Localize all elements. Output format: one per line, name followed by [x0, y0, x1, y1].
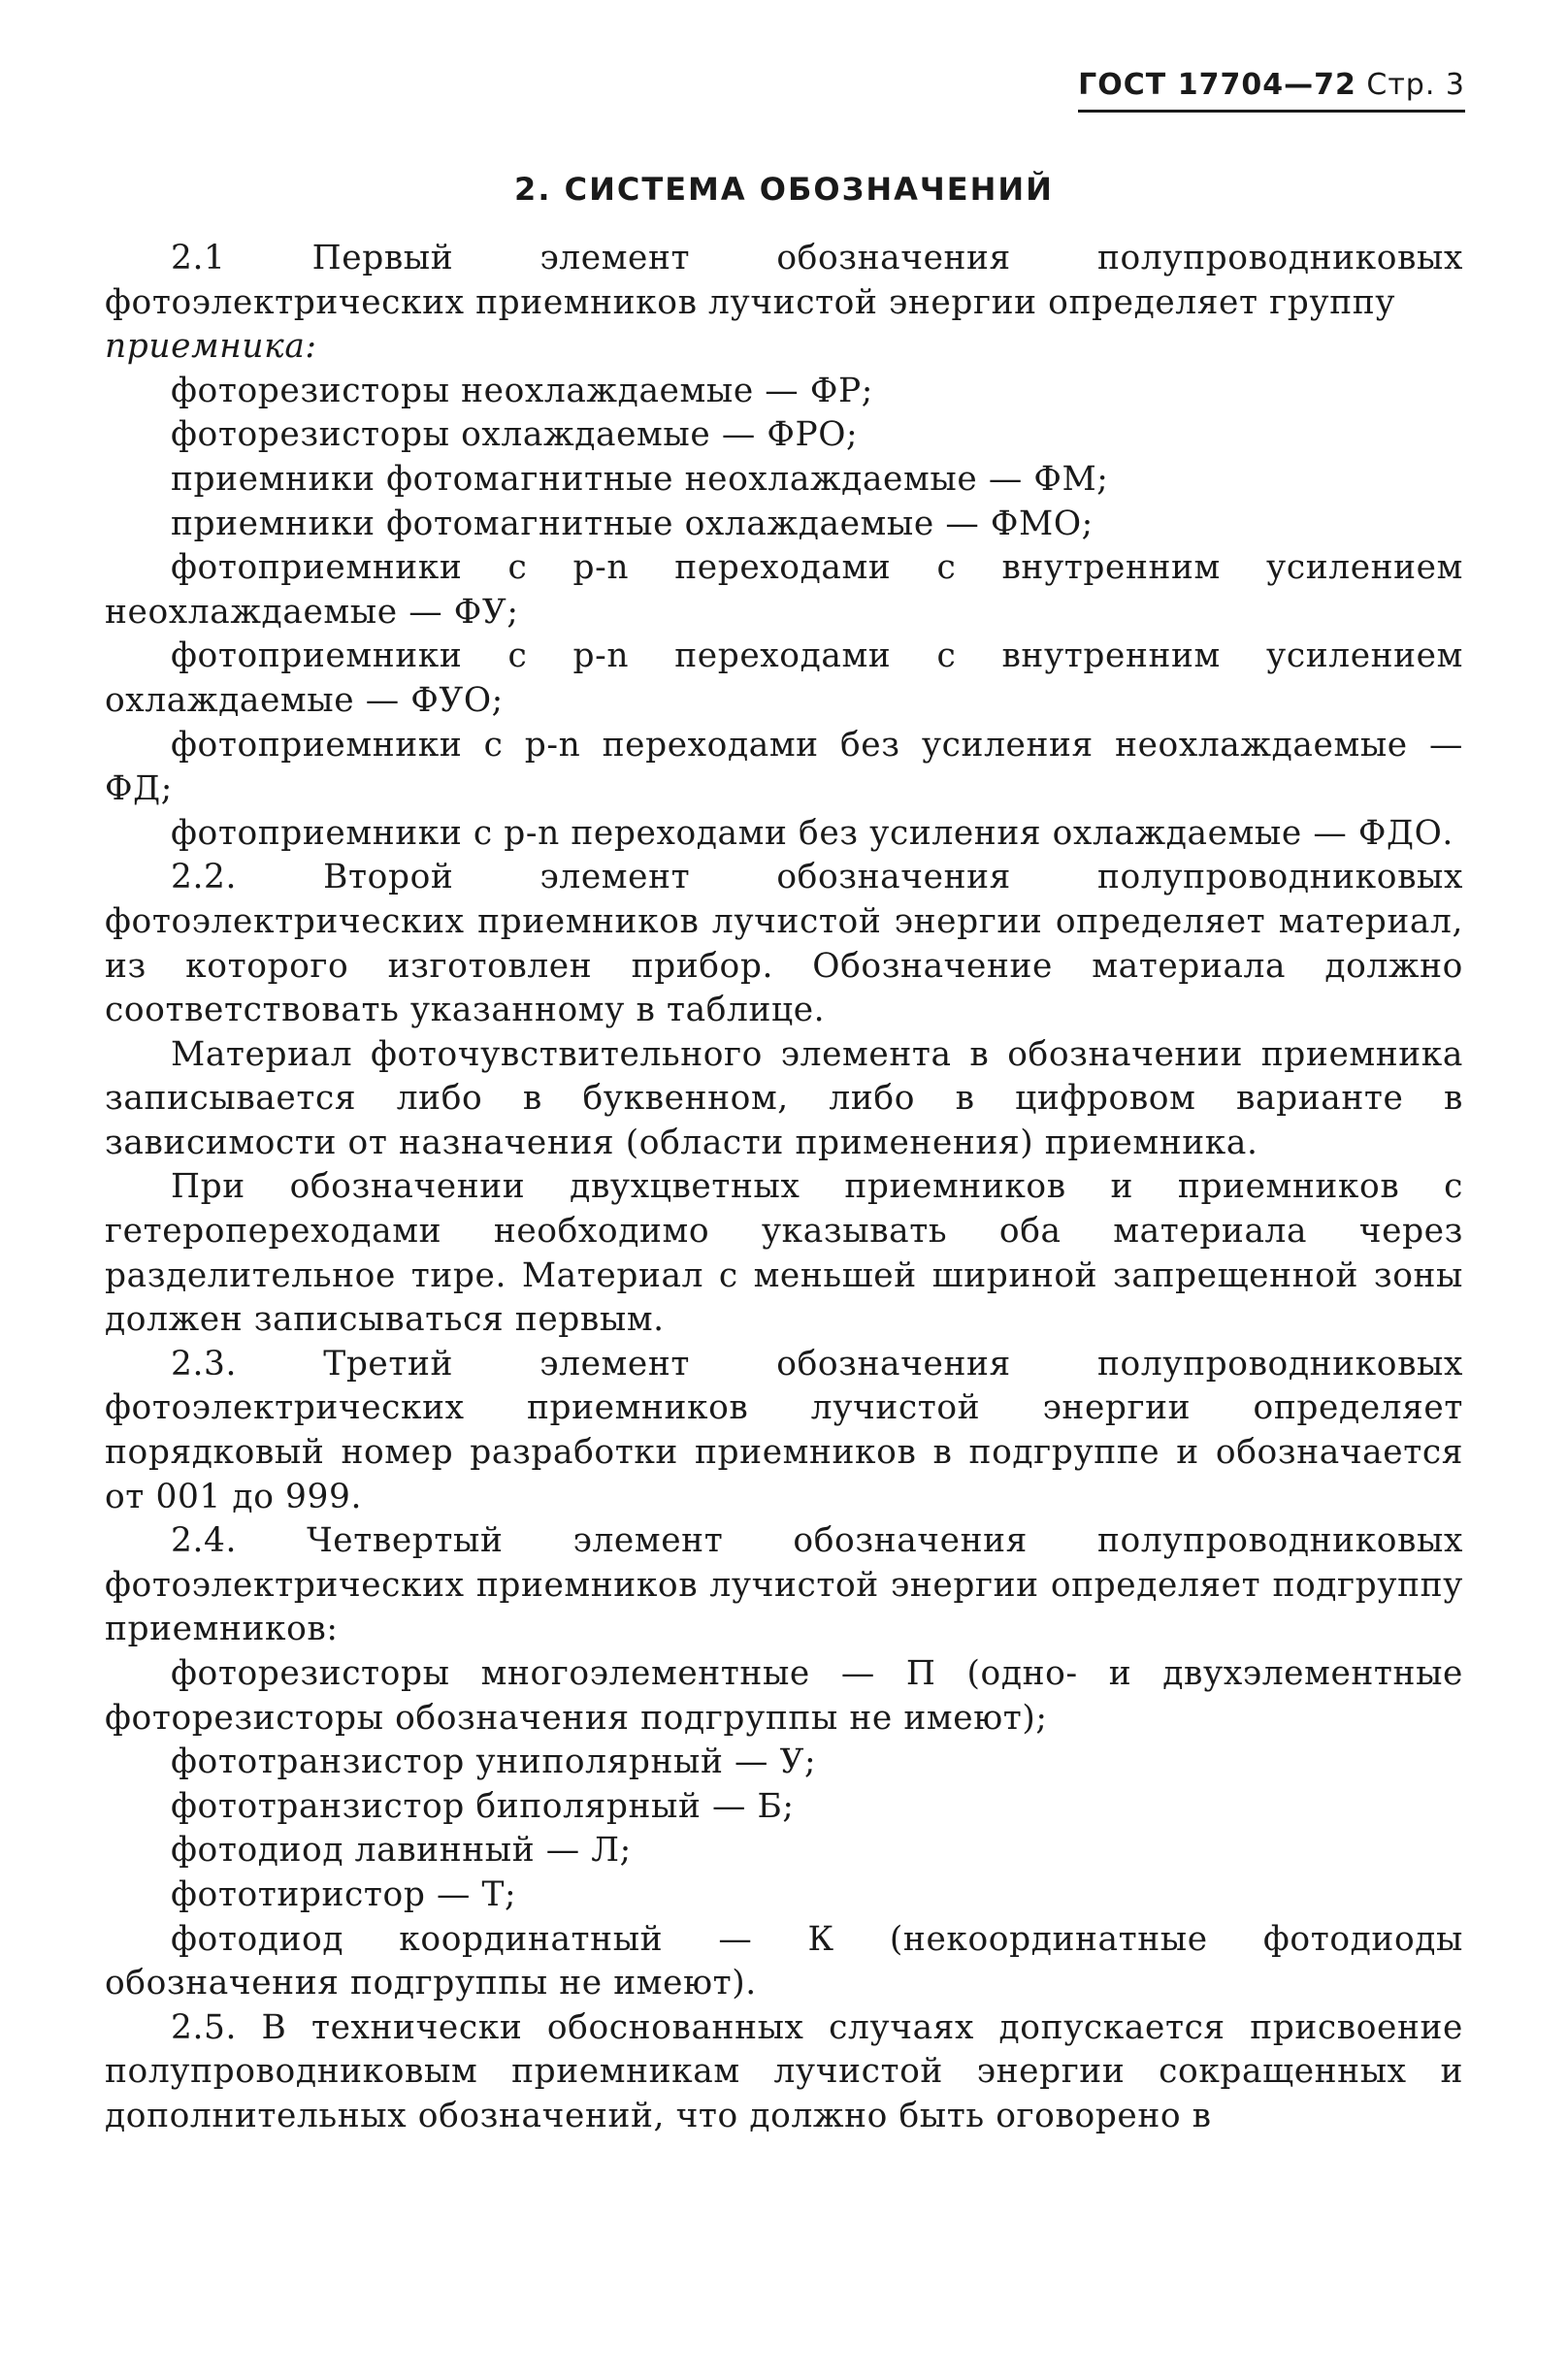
page-header: [1078, 68, 1465, 113]
list-item: фотоприемники с p-n переходами без усиления неохлаждаемые — ФД;: [105, 725, 1463, 809]
list-item: фототранзистор биполярный — Б;: [171, 1786, 795, 1826]
list-item: фоторезисторы многоэлементные — П (одно- и двухэлементные фоторезисторы обозначения подгруппы не имеют);: [105, 1654, 1463, 1738]
section-title: 2. СИСТЕМА ОБОЗНАЧЕНИЙ: [514, 171, 1054, 208]
paragraph-2-3: 2.3. Третий элемент обозначения полупроводниковых фотоэлектрических приемников лучистой энергии определяет порядковый номер разработки приемников в подгруппе и обозначается от 001 до 999.: [105, 1344, 1463, 1516]
paragraph-2-4: 2.4. Четвертый элемент обозначения полупроводниковых фотоэлектрических приемников лучистой энергии определяет подгруппу приемников:: [105, 1521, 1463, 1649]
body-text: [105, 237, 1463, 2139]
page-number: Стр. 3: [1366, 68, 1465, 102]
list-item: приемники фотомагнитные охлаждаемые — ФМО;: [171, 504, 1094, 543]
standard-code: ГОСТ 17704—72: [1078, 68, 1356, 102]
paragraph-2-5: 2.5. В технически обоснованных случаях допускается присвоение полупроводниковым приемникам лучистой энергии сокращенных и дополнительных обозначений, что должно быть оговорено в: [105, 2007, 1463, 2135]
list-item: фотоприемники с p-n переходами без усиления охлаждаемые — ФДО.: [171, 813, 1454, 853]
paragraph-2-1-lead: приемника:: [105, 327, 317, 367]
list-item: приемники фотомагнитные неохлаждаемые — ФМ;: [171, 459, 1109, 499]
paragraph: Материал фоточувствительного элемента в обозначении приемника записывается либо в буквенном, либо в цифровом варианте в зависимости от назначения (области применения) приемника.: [105, 1034, 1463, 1162]
list-item: фототранзистор униполярный — У;: [171, 1742, 817, 1782]
list-item: фотоприемники с p-n переходами с внутренним усилением неохлаждаемые — ФУ;: [105, 548, 1463, 632]
list-item: фоторезисторы неохлаждаемые — ФР;: [171, 371, 873, 410]
list-item: фоторезисторы охлаждаемые — ФРО;: [171, 415, 859, 455]
paragraph: При обозначении двухцветных приемников и приемников с гетеропереходами необходимо указывать оба материала через разделительное тире. Материал с меньшей шириной запрещенной зоны должен записываться первым.: [105, 1167, 1463, 1340]
paragraph-2-1: 2.1 Первый элемент обозначения полупроводниковых фотоэлектрических приемников лучистой энергии определяет группу: [105, 239, 1463, 322]
paragraph-2-2: 2.2. Второй элемент обозначения полупроводниковых фотоэлектрических приемников лучистой энергии определяет материал, из которого изготовлен прибор. Обозначение материала должно соответствовать указанному в таблице.: [105, 858, 1463, 1030]
list-item: фотодиод лавинный — Л;: [171, 1831, 632, 1871]
list-item: фотодиод координатный — К (некоординатные фотодиоды обозначения подгруппы не имеют).: [105, 1919, 1463, 2003]
list-item: фотоприемники с p-n переходами с внутренним усилением охлаждаемые — ФУО;: [105, 636, 1463, 720]
list-item: фототиристор — Т;: [171, 1874, 517, 1914]
